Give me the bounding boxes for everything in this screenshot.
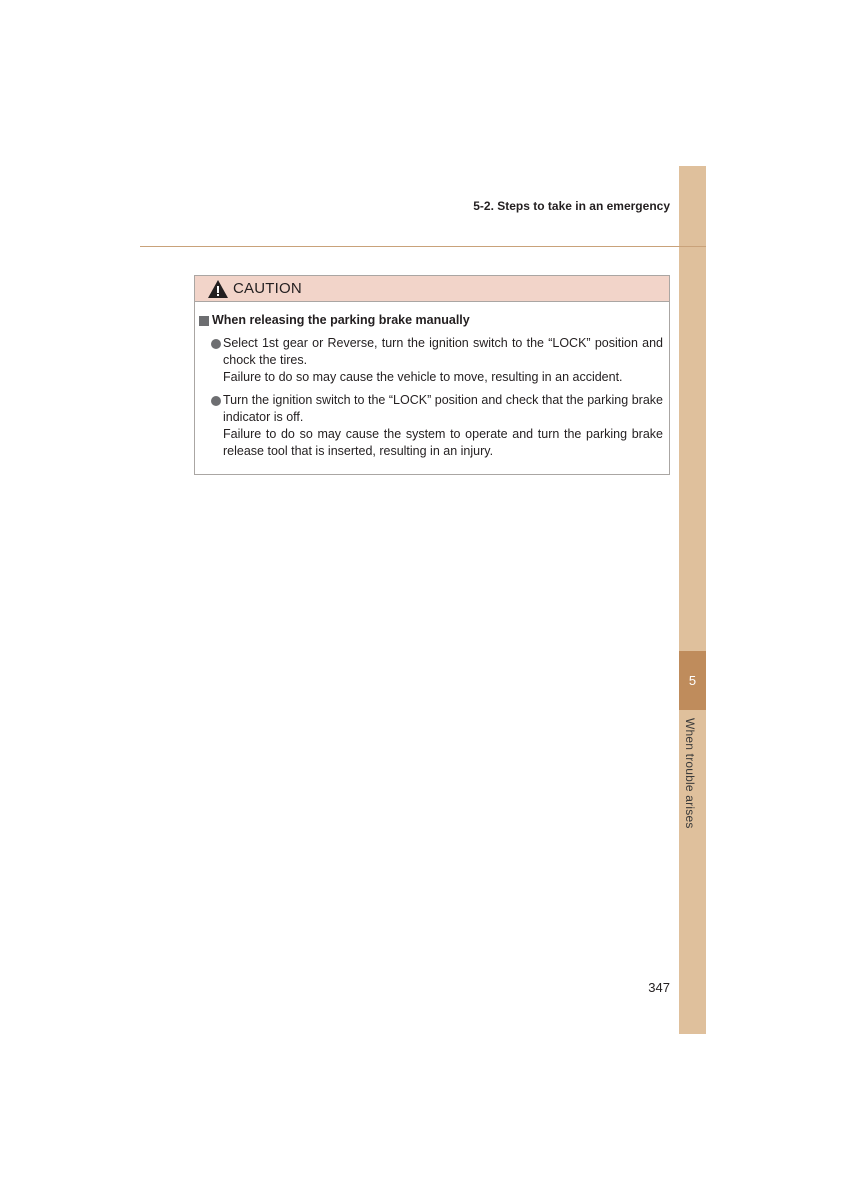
chapter-title: When trouble arises [683,718,697,829]
caution-item-detail: Failure to do so may cause the system to operate and turn the parking brake release tool that is inserted, resulting in an injury. [223,427,663,458]
section-header: 5-2. Steps to take in an emergency [473,199,670,213]
caution-item-main: Turn the ignition switch to the “LOCK” position and check that the parking brake indicator is off. [223,393,663,424]
caution-body [195,302,669,460]
circle-bullet-icon [211,339,221,349]
caution-item [199,392,663,460]
circle-bullet-icon [211,396,221,406]
caution-box [194,275,670,475]
header-divider [140,246,706,247]
caution-title: CAUTION [233,280,302,297]
page-number: 347 [648,980,670,995]
caution-item [199,335,663,386]
caution-header [195,276,669,302]
caution-item-detail: Failure to do so may cause the vehicle to move, resulting in an accident. [223,370,623,384]
caution-subheading-text: When releasing the parking brake manually [212,313,470,327]
warning-triangle-icon [207,279,229,299]
square-bullet-icon [199,316,209,326]
chapter-number-text: 5 [688,673,697,688]
caution-item-main: Select 1st gear or Reverse, turn the ignition switch to the “LOCK” position and chock the tires. [223,336,663,367]
caution-subheading [199,312,663,329]
chapter-number [679,651,706,710]
side-tab [679,166,706,1034]
